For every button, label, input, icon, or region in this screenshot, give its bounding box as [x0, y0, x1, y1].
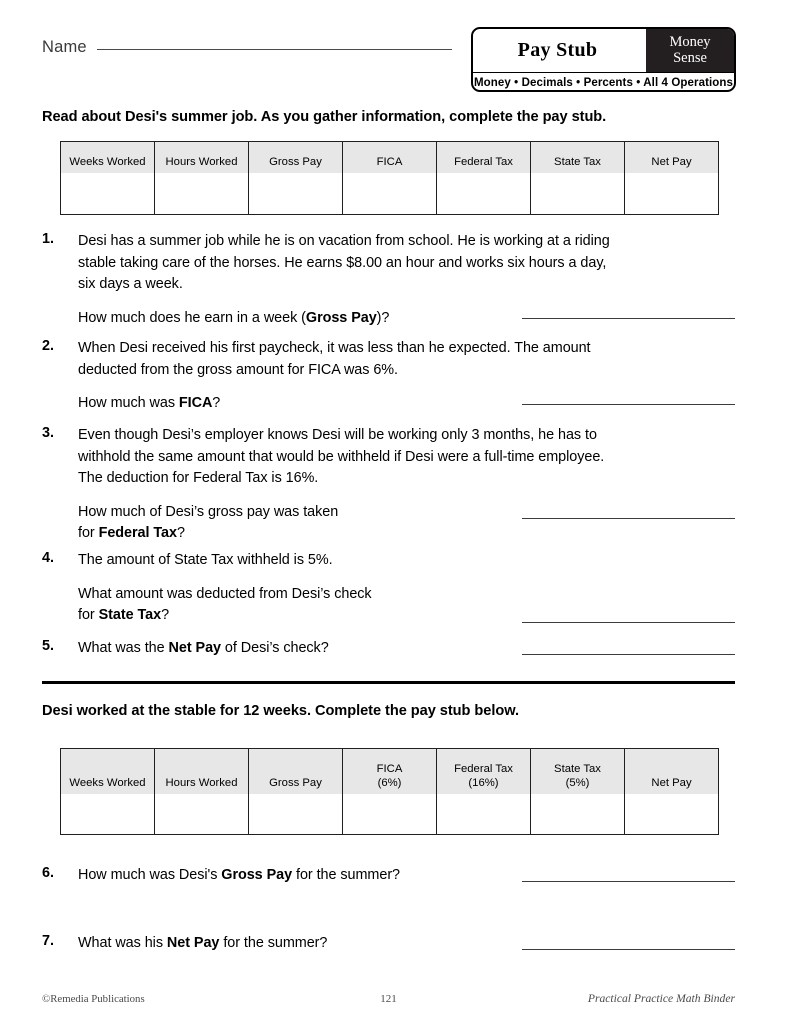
badge-brand-line-2: Sense	[673, 49, 707, 66]
question-6-number: 6.	[42, 865, 55, 881]
question-7-prompt-pre: What was his	[78, 935, 167, 951]
badge-brand-line-1: Money	[669, 33, 711, 50]
badge-title: Pay Stub	[517, 39, 598, 61]
column-header	[155, 749, 248, 794]
footer-page-number: 121	[380, 993, 397, 1005]
column-header-rate: (6%)	[377, 776, 402, 789]
column-header	[249, 142, 342, 173]
spacer	[78, 296, 742, 308]
column-header	[437, 749, 530, 794]
question-1-line-2: stable taking care of the horses. He earns $8.00 an hour and works six hours a day,	[78, 254, 607, 271]
column-header	[343, 749, 436, 794]
answer-line-q4[interactable]	[522, 622, 735, 623]
column-header-label: Weeks Worked	[69, 776, 146, 789]
question-3-line-2: withhold the same amount that would be withheld if Desi were a full-time employee.	[78, 448, 605, 465]
question-1	[42, 231, 742, 329]
section-1-heading: Read about Desi's summer job. As you gather information, complete the pay stub.	[42, 109, 607, 125]
paystub-1-column-federal-tax	[437, 142, 531, 214]
column-header-label: Hours Worked	[165, 776, 238, 789]
question-4-prompt-line-1: What amount was deducted from Desi’s check	[78, 585, 372, 602]
question-1-line-1: Desi has a summer job while he is on vacation from school. He is working at a riding	[78, 233, 610, 249]
question-6-body	[78, 865, 742, 887]
column-header	[625, 142, 718, 173]
footer-title: Practical Practice Math Binder	[587, 992, 735, 1005]
question-3-prompt-term: Federal Tax	[98, 525, 177, 541]
question-3-body	[78, 425, 742, 545]
worksheet-badge	[471, 27, 736, 92]
column-header-label: Gross Pay	[269, 155, 322, 168]
question-1-line-3: six days a week.	[78, 276, 183, 292]
footer-copyright: ©Remedia Publications	[42, 993, 145, 1005]
paystub-1-column-hours-worked	[155, 142, 249, 214]
paystub-1-cell-fica[interactable]	[343, 173, 436, 214]
question-6-prompt	[78, 865, 742, 887]
badge-brand	[646, 29, 734, 72]
question-2-prompt-term: FICA	[178, 395, 213, 411]
paystub-1-column-net-pay	[625, 142, 718, 214]
column-header	[625, 749, 718, 794]
name-field[interactable]	[42, 38, 452, 57]
page-footer	[42, 992, 735, 1005]
paystub-2-cell-federal-tax[interactable]	[437, 794, 530, 834]
paystub-2-cell-net-pay[interactable]	[625, 794, 718, 834]
question-5-body	[78, 638, 742, 660]
paystub-1-column-fica	[343, 142, 437, 214]
question-3-prompt-line-2	[78, 523, 742, 545]
question-5-prompt-pre: What was the	[78, 640, 169, 656]
answer-line-q1[interactable]	[522, 318, 735, 319]
paystub-1-column-gross-pay	[249, 142, 343, 214]
column-header-label: Gross Pay	[269, 776, 322, 789]
paystub-2-column-fica	[343, 749, 437, 834]
question-2-prompt-post: ?	[212, 395, 221, 411]
column-header	[61, 749, 154, 794]
column-header-label: State Tax	[554, 155, 601, 168]
question-5-prompt-term: Net Pay	[168, 640, 221, 656]
answer-line-q3[interactable]	[522, 518, 735, 519]
column-header-rate: (16%)	[468, 776, 499, 789]
question-4-prompt-pre: for	[78, 607, 99, 623]
paystub-2-cell-hours-worked[interactable]	[155, 794, 248, 834]
column-header	[61, 142, 154, 173]
question-4	[42, 550, 742, 627]
section-divider	[42, 681, 735, 684]
column-header	[531, 142, 624, 173]
question-1-prompt-post: )?	[376, 309, 390, 326]
badge-top-row	[473, 29, 734, 73]
column-header-label: Hours Worked	[165, 155, 238, 168]
column-header-rate: (5%)	[565, 776, 590, 789]
column-header-label: Net Pay	[651, 155, 692, 168]
question-1-prompt-pre: How much does he earn in a week (	[78, 309, 306, 326]
spacer	[78, 381, 742, 393]
question-2-line-1: When Desi received his first paycheck, it was less than he expected. The amount	[78, 340, 591, 356]
question-4-number: 4.	[42, 550, 55, 566]
paystub-1-cell-net-pay[interactable]	[625, 173, 718, 214]
paystub-table-2	[60, 748, 719, 835]
column-header-label: State Tax	[554, 762, 601, 775]
question-3-prompt-line-1: How much of Desi’s gross pay was taken	[78, 503, 339, 520]
question-4-prompt-term: State Tax	[98, 607, 162, 623]
column-header	[531, 749, 624, 794]
question-7	[42, 933, 742, 955]
paystub-1-cell-weeks-worked[interactable]	[61, 173, 154, 214]
column-header-label: Federal Tax	[454, 155, 513, 168]
answer-line-q6[interactable]	[522, 881, 735, 882]
question-4-prompt-post: ?	[161, 607, 170, 623]
paystub-1-column-state-tax	[531, 142, 625, 214]
column-header	[249, 749, 342, 794]
paystub-table-1	[60, 141, 719, 215]
question-5-prompt	[78, 638, 742, 660]
question-2-prompt-pre: How much was	[78, 395, 179, 411]
name-label: Name	[42, 38, 87, 56]
column-header-label: FICA	[376, 762, 403, 775]
question-4-prompt-line-2	[78, 605, 742, 627]
paystub-2-column-hours-worked	[155, 749, 249, 834]
column-header-label: FICA	[376, 155, 403, 168]
column-header-label: Net Pay	[651, 776, 692, 789]
question-6-prompt-pre: How much was Desi's	[78, 867, 222, 883]
question-7-number: 7.	[42, 933, 55, 949]
question-2-line-2: deducted from the gross amount for FICA was 6%.	[78, 361, 398, 378]
question-3-line-1: Even though Desi’s employer knows Desi will be working only 3 months, he has to	[78, 427, 597, 443]
badge-subtitle: Money • Decimals • Percents • All 4 Operations	[473, 76, 734, 89]
column-header-label: Weeks Worked	[69, 155, 146, 168]
answer-line-q5[interactable]	[522, 654, 735, 655]
question-5	[42, 638, 742, 660]
name-write-line[interactable]	[97, 49, 452, 50]
question-6	[42, 865, 742, 887]
question-3-prompt-pre: for	[78, 525, 99, 541]
answer-line-q2[interactable]	[522, 404, 735, 405]
question-7-prompt	[78, 933, 742, 955]
paystub-2-column-net-pay	[625, 749, 718, 834]
paystub-2-column-federal-tax	[437, 749, 531, 834]
column-header-label: Federal Tax	[454, 762, 513, 775]
question-5-prompt-post: of Desi’s check?	[220, 640, 329, 656]
question-3-line-3: The deduction for Federal Tax is 16%.	[78, 470, 319, 486]
paystub-2-cell-weeks-worked[interactable]	[61, 794, 154, 834]
question-6-prompt-post: for the summer?	[292, 867, 401, 883]
paystub-1-cell-hours-worked[interactable]	[155, 173, 248, 214]
question-5-number: 5.	[42, 638, 55, 654]
spacer	[78, 572, 742, 584]
question-6-prompt-term: Gross Pay	[221, 867, 293, 883]
question-1-number: 1.	[42, 231, 55, 247]
question-1-prompt-term: Gross Pay	[305, 309, 377, 326]
paystub-2-column-state-tax	[531, 749, 625, 834]
paystub-2-column-weeks-worked	[61, 749, 155, 834]
question-4-line-1: The amount of State Tax withheld is 5%.	[78, 552, 333, 568]
paystub-2-column-gross-pay	[249, 749, 343, 834]
paystub-1-column-weeks-worked	[61, 142, 155, 214]
paystub-2-cell-fica[interactable]	[343, 794, 436, 834]
question-3	[42, 425, 742, 545]
paystub-1-cell-state-tax[interactable]	[531, 173, 624, 214]
question-7-prompt-term: Net Pay	[166, 935, 220, 951]
column-header	[343, 142, 436, 173]
question-4-body	[78, 550, 742, 627]
question-1-body	[78, 231, 742, 329]
paystub-2-cell-gross-pay[interactable]	[249, 794, 342, 834]
paystub-2-cell-state-tax[interactable]	[531, 794, 624, 834]
paystub-1-cell-gross-pay[interactable]	[249, 173, 342, 214]
paystub-1-cell-federal-tax[interactable]	[437, 173, 530, 214]
question-7-prompt-post: for the summer?	[219, 935, 328, 951]
question-7-body	[78, 933, 742, 955]
question-3-prompt-post: ?	[176, 525, 185, 541]
spacer	[78, 490, 742, 502]
column-header	[155, 142, 248, 173]
answer-line-q7[interactable]	[522, 949, 735, 950]
column-header	[437, 142, 530, 173]
section-2-heading: Desi worked at the stable for 12 weeks. Complete the pay stub below.	[42, 703, 519, 719]
question-2-number: 2.	[42, 338, 55, 354]
question-3-number: 3.	[42, 425, 55, 441]
